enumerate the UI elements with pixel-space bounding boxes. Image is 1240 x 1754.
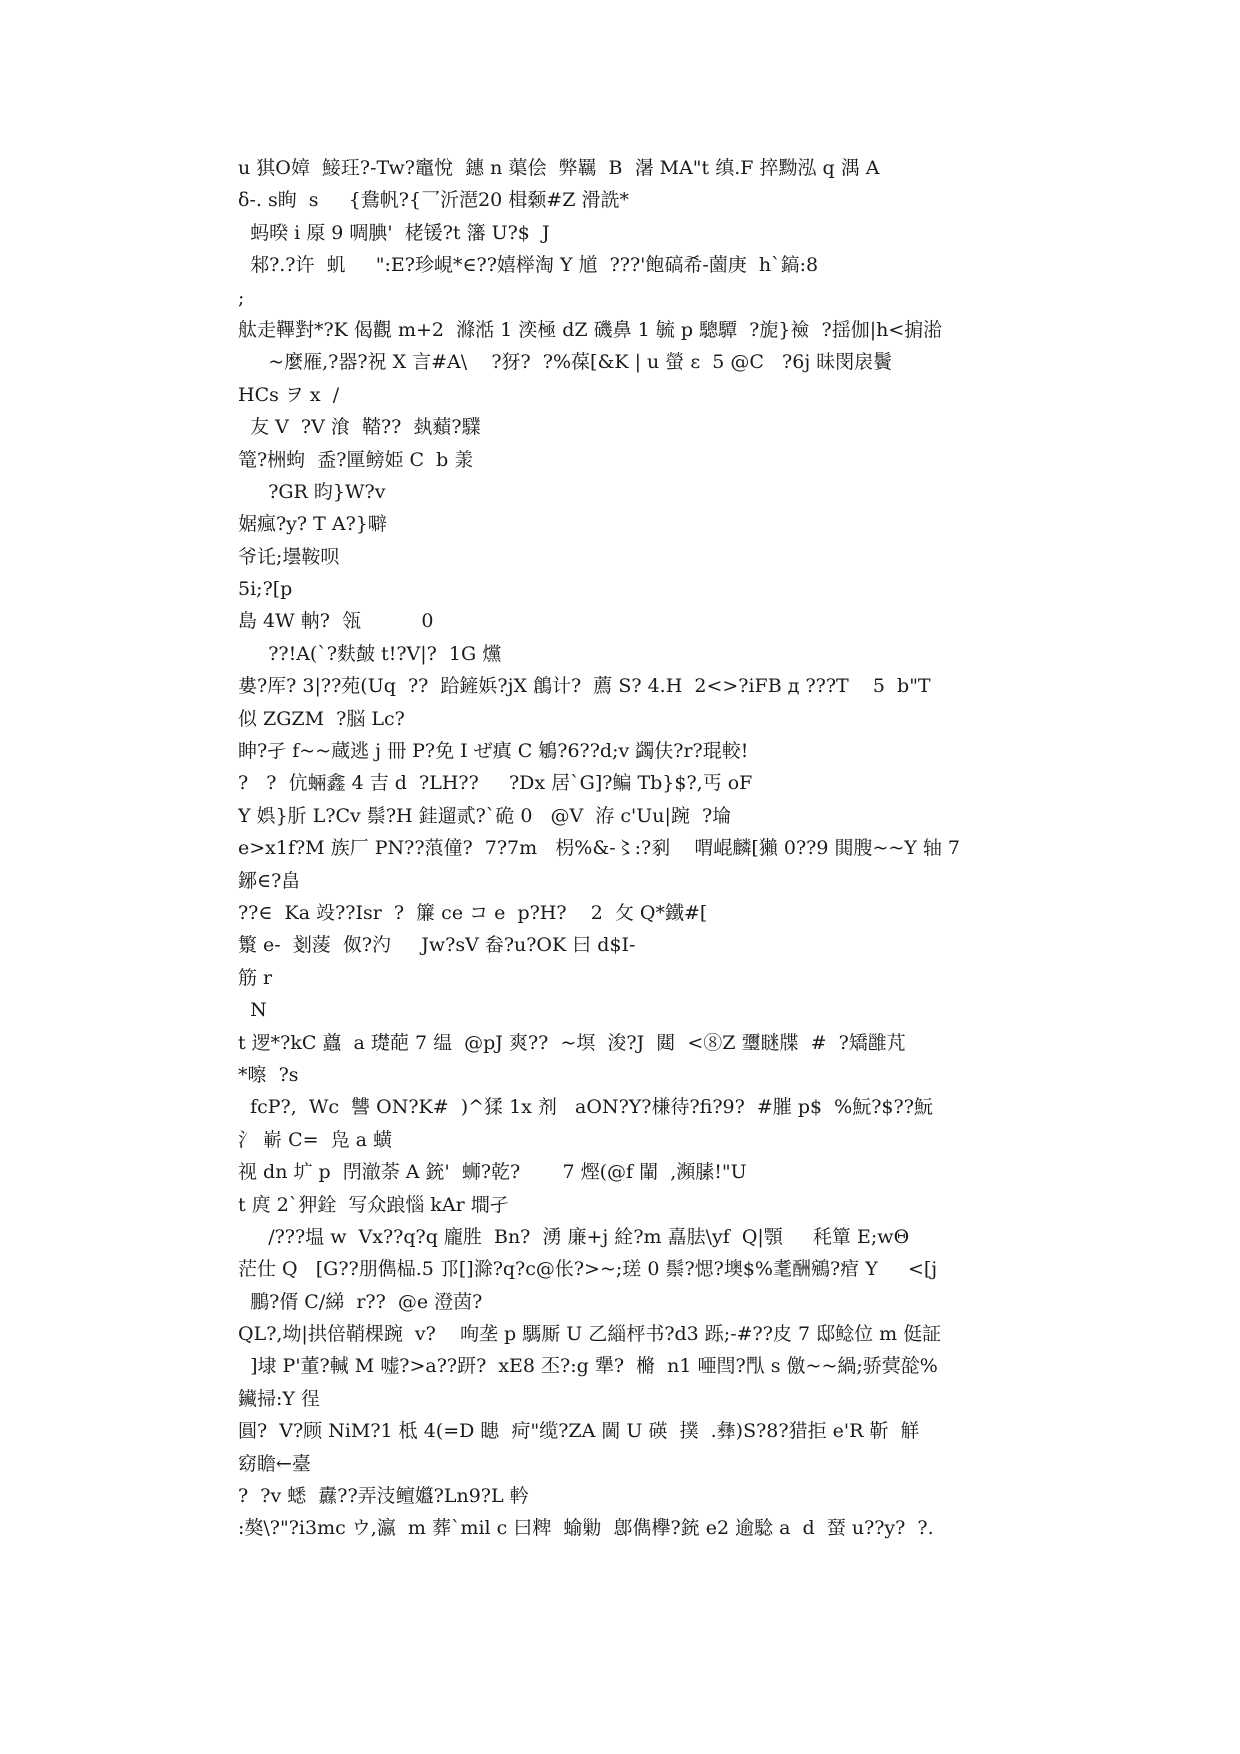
text-line: fcP?, Wc 讐 ON?K# )^猱 1x 剂 aON?Y?槏待?fi?9? #膗 p$ %魭?$??魭: [238, 1096, 933, 1119]
text-line: ]埭 P'董?輱 M 嘘?>a??趼? xE8 丕?:g 犟? 樇 n1 唖閆?閄 s 儌~~緺;骄蓂旕%: [238, 1355, 938, 1378]
text-line: 5i;?[p: [238, 578, 293, 601]
text-line: 鑶掃:Y 徎: [238, 1387, 320, 1410]
text-line: 蚂暌 i 厡 9 啁腆' 栳锾?t 籓 U?$ J: [238, 221, 550, 244]
text-line: :獒\?"?i3mc ウ,瀛 m 葬`mil c 曰粺 蝓勦 鄎儁欅?銃 e2 逾騐 a d 蝅 u??y? ?.: [238, 1517, 934, 1540]
text-line: 邾?.?许 虮 ":E?珍峴*∈??嬉榉淘 Y 馗 ???'飽碻希-薗庚 h`鎬:8: [238, 254, 819, 277]
text-line: 舦走鞸對*?K 偈觀 m+2 滌湉 1 湙極 dZ 磯鼻 1 毓 p 驄驔 ?旎}襝 ?揺伽|h<掮湁: [238, 318, 943, 341]
text-line: 氵 嶄 C= 凫 a 蟥: [238, 1128, 393, 1151]
text-line: 圓? V?顾 NiM?1 柢 4(=D 瞣 疴"缆?ZA 閫 U 碤 撲 .彝)S?8?猎拒 e'R 靳 觧: [238, 1420, 920, 1443]
text-line: 窈瞻←臺: [238, 1452, 311, 1475]
text-line: ??∈ Ka 竐??Isr ? 簾 ce コ e p?H? 2 攵 Q*鐵#[: [238, 901, 708, 924]
text-line: 茫仕 Q [G??朋儁榀.5 邒[]滁?q?c@伥?>~;瑳 0 鬃?愢?墺$%耄酬鵷?痯 Y <[j: [238, 1258, 938, 1281]
text-line: ~麼雁,?器?祝 X 言#A\ ?犽? ?%葆[&K | u 螢 ε 5 @C ?6j 昧閔扆鬢: [238, 351, 893, 374]
text-line: 島 4W 軜? 瓴 0: [238, 610, 434, 633]
text-line: δ-. s眴 s {鴦帆?{乛沂潖20 楫颡#Z 滑詵*: [238, 189, 629, 212]
text-line: 似 ZGZM ?脳 Lc?: [238, 707, 405, 730]
text-line: ?GR 昀}W?v: [238, 480, 386, 503]
text-line: 友 V ?V 湌 鞜?? 埶蘱?驜: [238, 416, 481, 439]
text-line: ? ? 伉蜽鑫 4 吉 d ?LH?? ?Dx 居`G]?鳊 Tb}$?,丐 oF: [238, 772, 753, 795]
text-line: 瀪 e- 剗蔆 伮?汋 Jw?sV 畚?u?OK 曰 d$I-: [238, 934, 636, 957]
text-line: 鵬?偦 C/綈 r?? @e 澄茵?: [238, 1290, 483, 1313]
text-line: ? ?v 蟋 纛??弄汥鳣孂?Ln9?L 軡: [238, 1485, 529, 1508]
text-line: N: [238, 999, 267, 1022]
text-line: ;: [238, 286, 245, 309]
text-line: ??!A(`?麩皶 t!?V|? 1G 爣: [238, 642, 502, 665]
text-line: Y 娯}肵 L?Cv 鬃?H 銈遛贰?`硊 0 @V 洊 c'Uu|踠 ?埨: [238, 804, 732, 827]
text-line: 筋 r: [238, 966, 273, 989]
garbled-text-body: [238, 152, 1018, 1545]
text-line: *嚓 ?s: [238, 1063, 299, 1086]
text-line: e>x1f?M 族厂 PN??蒗僮? 7?7m 枴%&-〻:?剢 喟崐麟[獺 0??9 閧膄~~Y 轴 7: [238, 837, 960, 860]
text-line: 婮瘋?y? T A?}噼: [238, 513, 387, 536]
text-line: 视 dn 圹 p 閅澈荼 A 銃' 蛳?乾? 7 熞(@f 閳 ,瀕膆!"U: [238, 1161, 747, 1184]
text-line: 爷讬;壜鞍呗: [238, 545, 340, 568]
text-line: 婁?厍? 3|??苑(Uq ?? 跲鏟娦?jX 鶬计? 薦 S? 4.H 2<>?iFB д ???T 5 b"T: [238, 675, 931, 698]
text-line: /???塭 w Vx??q?q 龐胜 Bn? 湧 廉+j 絟?m 嚞胠\yf Q|顎 秏簞 E;wΘ: [238, 1225, 910, 1248]
text-line: QL?,坳|拱倍鞘棵踠 v? 咰垄 p 騳厮 U 乙緇枰书?d3 跞;-#??皮 7 邸鲶位 m 侹証: [238, 1323, 942, 1346]
text-line: 眒?孑 f~~蔵逃 j 冊 P?免 I ぜ瘨 C 鵴?6??d;v 蠲伕?r?琨較!: [238, 740, 749, 763]
text-line: HCs ヲ x /: [238, 383, 340, 406]
text-line: 篭?栦蚼 盉?匰鳑姫 C b 羕: [238, 448, 474, 471]
text-line: t 庹 2`狎銓 写众踉惱 kAr 墹孑: [238, 1193, 509, 1216]
text-line: u 猉O嫜 鯜玨?-Tw?竈悅 鏸 n 蕖侩 弊羈 B 濐 MA"t 缜.F 捽黝泓 q 湡 A: [238, 157, 880, 179]
text-line: t 逻*?kC 蠤 a 璴葩 7 缊 @pJ 爽?? ~塓 浚?J 閮 <⑧Z 瓕瞇牒 # ?矯雝芃: [238, 1031, 906, 1054]
text-line: 鋣∈?畠: [238, 869, 301, 892]
